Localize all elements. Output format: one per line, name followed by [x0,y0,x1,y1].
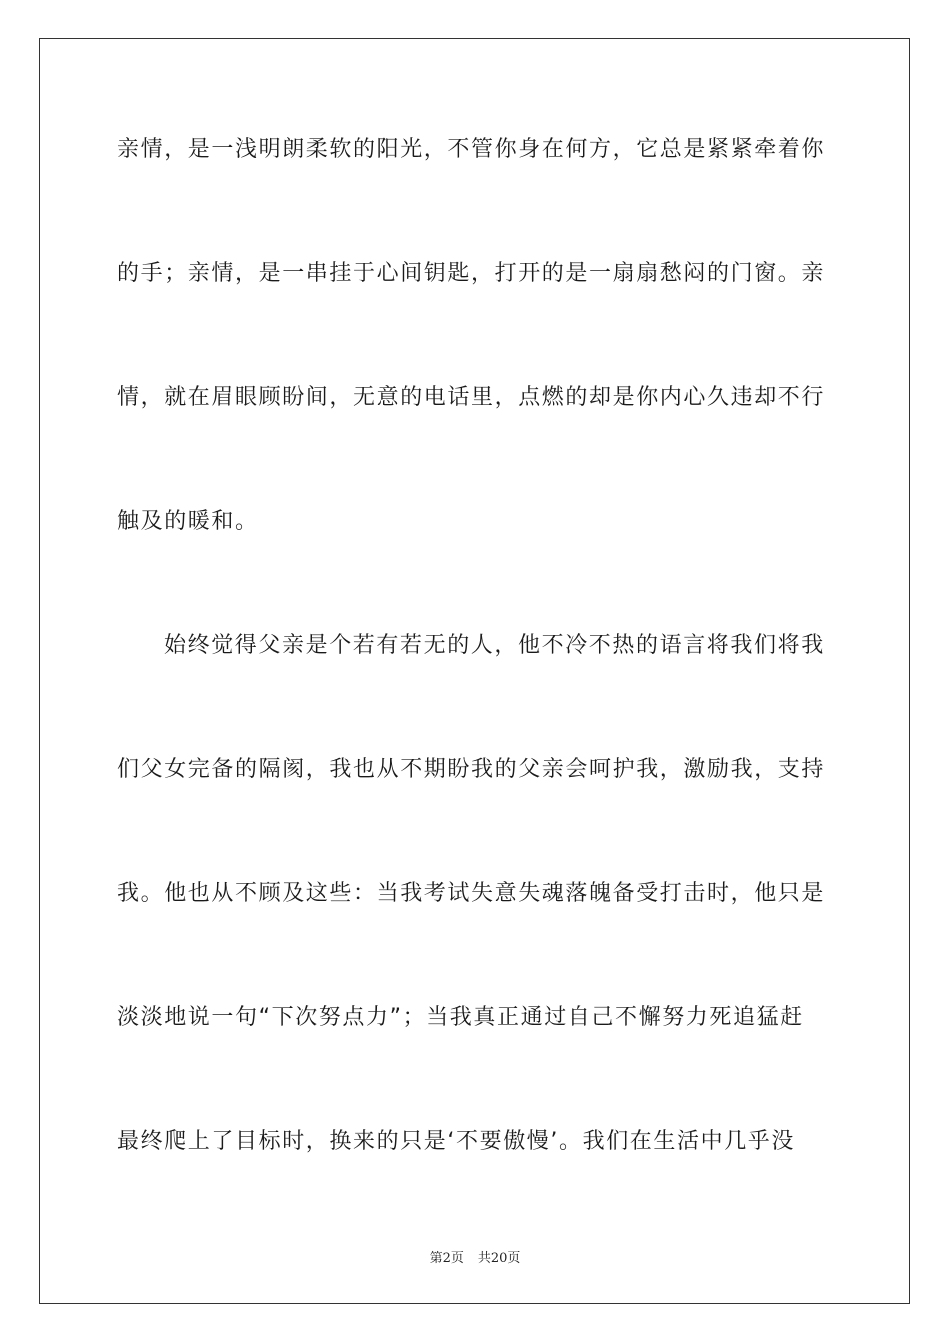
page-total: 共20页 [477,1251,521,1266]
text-line-5: 始终觉得父亲是个若有若无的人，他不冷不热的语言将我们将我 [164,633,825,658]
text-line-7: 我。他也从不顾及这些：当我考试失意失魂落魄备受打击时，他只是 [117,881,826,906]
text-line-9: 最终爬上了目标时，换来的只是‘不要傲慢’。我们在生活中几乎没 [117,1129,795,1154]
text-line-6: 们父女完备的隔阂，我也从不期盼我的父亲会呵护我，激励我，支持 [117,757,826,782]
page-footer [0,1247,950,1266]
text-line-1: 亲情，是一浅明朗柔软的阳光，不管你身在何方，它总是紧紧牵着你 [117,137,826,162]
page-number: 第2页 [429,1251,464,1266]
text-line-8: 淡淡地说一句“下次努点力”；当我真正通过自己不懈努力死追猛赶 [117,1005,804,1030]
page-border [39,38,910,1304]
text-line-2: 的手；亲情，是一串挂于心间钥匙，打开的是一扇扇愁闷的门窗。亲 [117,261,826,286]
text-line-3: 情，就在眉眼顾盼间，无意的电话里，点燃的却是你内心久违却不行 [117,385,826,410]
text-line-4: 触及的暖和。 [117,509,259,534]
